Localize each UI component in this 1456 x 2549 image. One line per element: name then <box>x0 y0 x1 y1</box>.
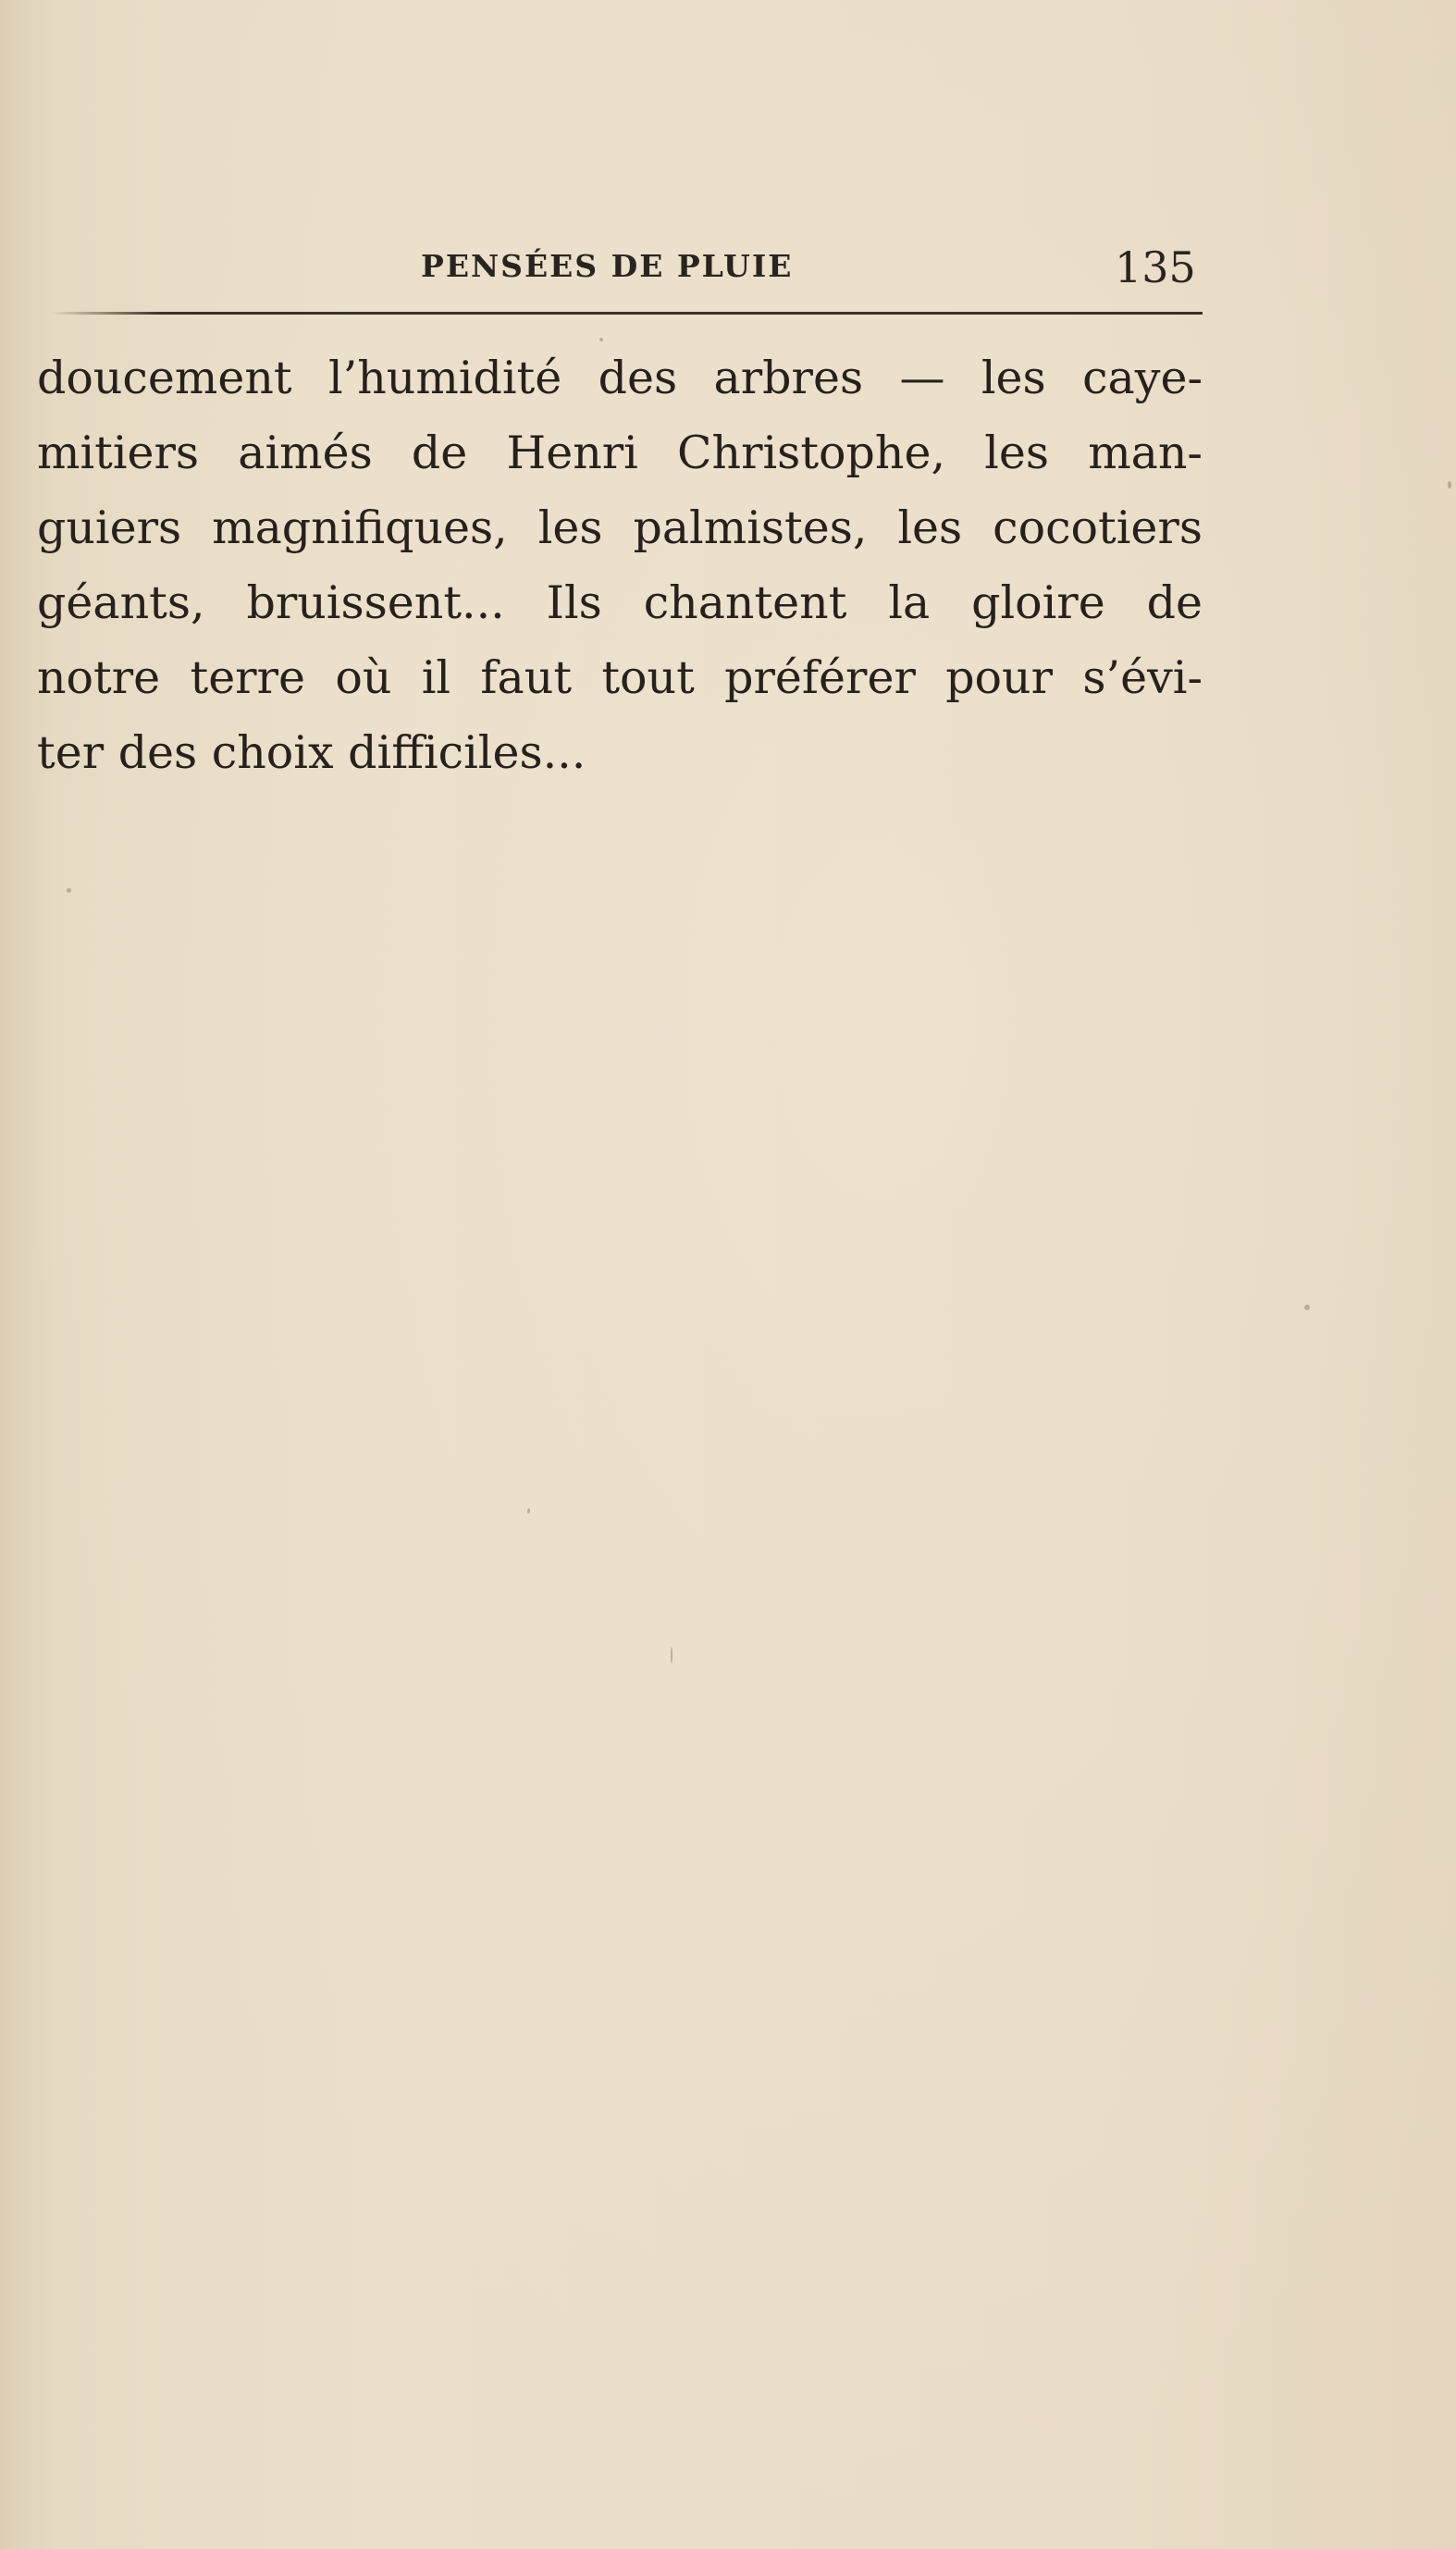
text-line: guiers magnifiques, les palmistes, les cocotiers <box>37 501 1203 554</box>
paper-speck <box>1304 1305 1310 1310</box>
paper-speck <box>67 888 71 893</box>
page-number: 135 <box>1115 242 1196 292</box>
text-line: géants, bruissent... Ils chantent la gloire de <box>37 576 1203 629</box>
paper-speck <box>1448 481 1451 489</box>
paper-speck <box>527 1508 530 1514</box>
header-rule <box>51 312 1203 315</box>
text-line: doucement l’humidité des arbres — les caye- <box>37 352 1203 404</box>
text-line: notre terre où il faut tout préférer pour s’évi- <box>37 651 1203 704</box>
paper-speck <box>599 338 603 341</box>
paper-speck <box>671 1647 672 1664</box>
running-title: PENSÉES DE PLUIE <box>421 248 794 284</box>
text-line-last: ter des choix difficiles... <box>37 726 586 779</box>
text-line: mitiers aimés de Henri Christophe, les man- <box>37 427 1203 479</box>
body-text <box>37 340 1203 790</box>
